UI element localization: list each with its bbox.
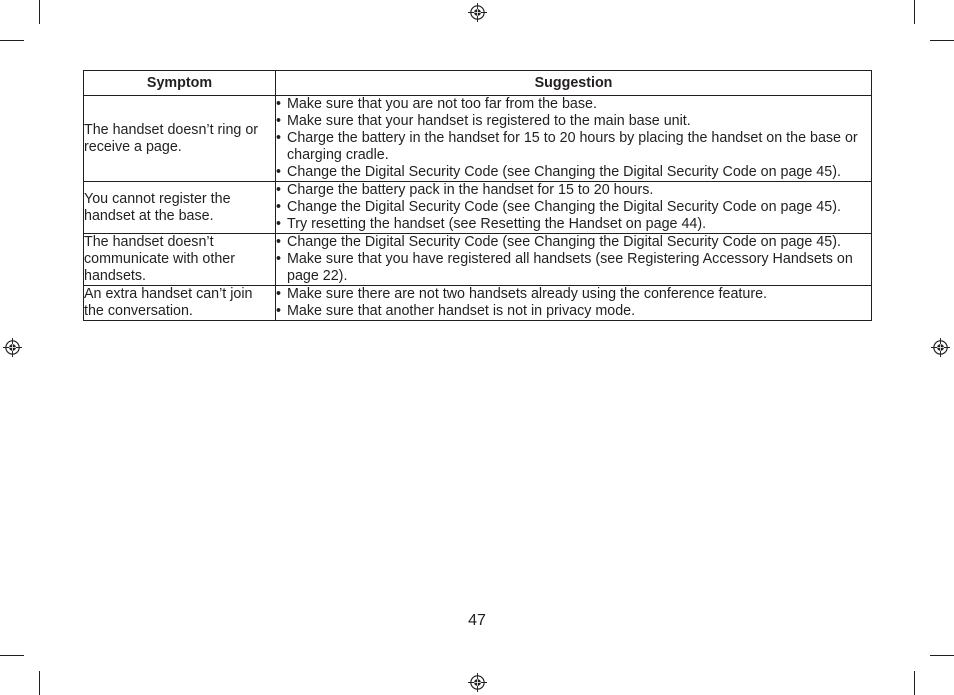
crop-mark	[914, 671, 915, 695]
table-row	[84, 182, 872, 234]
symptom-cell: The handset doesn’t ring or receive a page.	[84, 96, 276, 182]
suggestion-item: • Try resetting the handset (see Resetting the Handset on page 44).	[276, 216, 871, 233]
crop-mark	[930, 655, 954, 656]
troubleshooting-table	[83, 70, 872, 321]
suggestion-item: • Make sure that you have registered all handsets (see Registering Accessory Handsets on page 22).	[276, 251, 871, 285]
registration-target-icon	[468, 673, 487, 692]
symptom-cell: The handset doesn’t communicate with other handsets.	[84, 234, 276, 286]
registration-target-icon	[468, 3, 487, 22]
table-row	[84, 234, 872, 286]
crop-mark	[39, 671, 40, 695]
registration-target-icon	[931, 338, 950, 357]
crop-mark	[39, 0, 40, 24]
suggestion-list	[276, 286, 871, 320]
suggestion-item: • Charge the battery in the handset for 15 to 20 hours by placing the handset on the base or charging cradle.	[276, 130, 871, 164]
symptom-cell: An extra handset can’t join the conversation.	[84, 286, 276, 321]
suggestion-cell	[276, 96, 872, 182]
suggestion-header: Suggestion	[276, 71, 872, 96]
page-number: 47	[468, 612, 486, 629]
symptom-cell: You cannot register the handset at the base.	[84, 182, 276, 234]
suggestion-list	[276, 96, 871, 181]
suggestion-list	[276, 182, 871, 233]
crop-mark	[0, 655, 24, 656]
suggestion-item: • Change the Digital Security Code (see Changing the Digital Security Code on page 45).	[276, 234, 871, 251]
suggestion-item: • Change the Digital Security Code (see Changing the Digital Security Code on page 45).	[276, 199, 871, 216]
suggestion-cell	[276, 182, 872, 234]
symptom-header: Symptom	[84, 71, 276, 96]
crop-mark	[0, 40, 24, 41]
suggestion-item: • Change the Digital Security Code (see Changing the Digital Security Code on page 45).	[276, 164, 871, 181]
crop-mark	[930, 40, 954, 41]
registration-target-icon	[3, 338, 22, 357]
suggestion-item: • Make sure that your handset is registered to the main base unit.	[276, 113, 871, 130]
suggestion-cell	[276, 234, 872, 286]
table-row	[84, 286, 872, 321]
suggestion-cell	[276, 286, 872, 321]
suggestion-item: • Make sure there are not two handsets already using the conference feature.	[276, 286, 871, 303]
suggestion-item: • Make sure that you are not too far from the base.	[276, 96, 871, 113]
table-row	[84, 96, 872, 182]
table-header-row	[84, 71, 872, 96]
suggestion-item: • Make sure that another handset is not in privacy mode.	[276, 303, 871, 320]
suggestion-list	[276, 234, 871, 285]
suggestion-item: • Charge the battery pack in the handset for 15 to 20 hours.	[276, 182, 871, 199]
crop-mark	[914, 0, 915, 24]
